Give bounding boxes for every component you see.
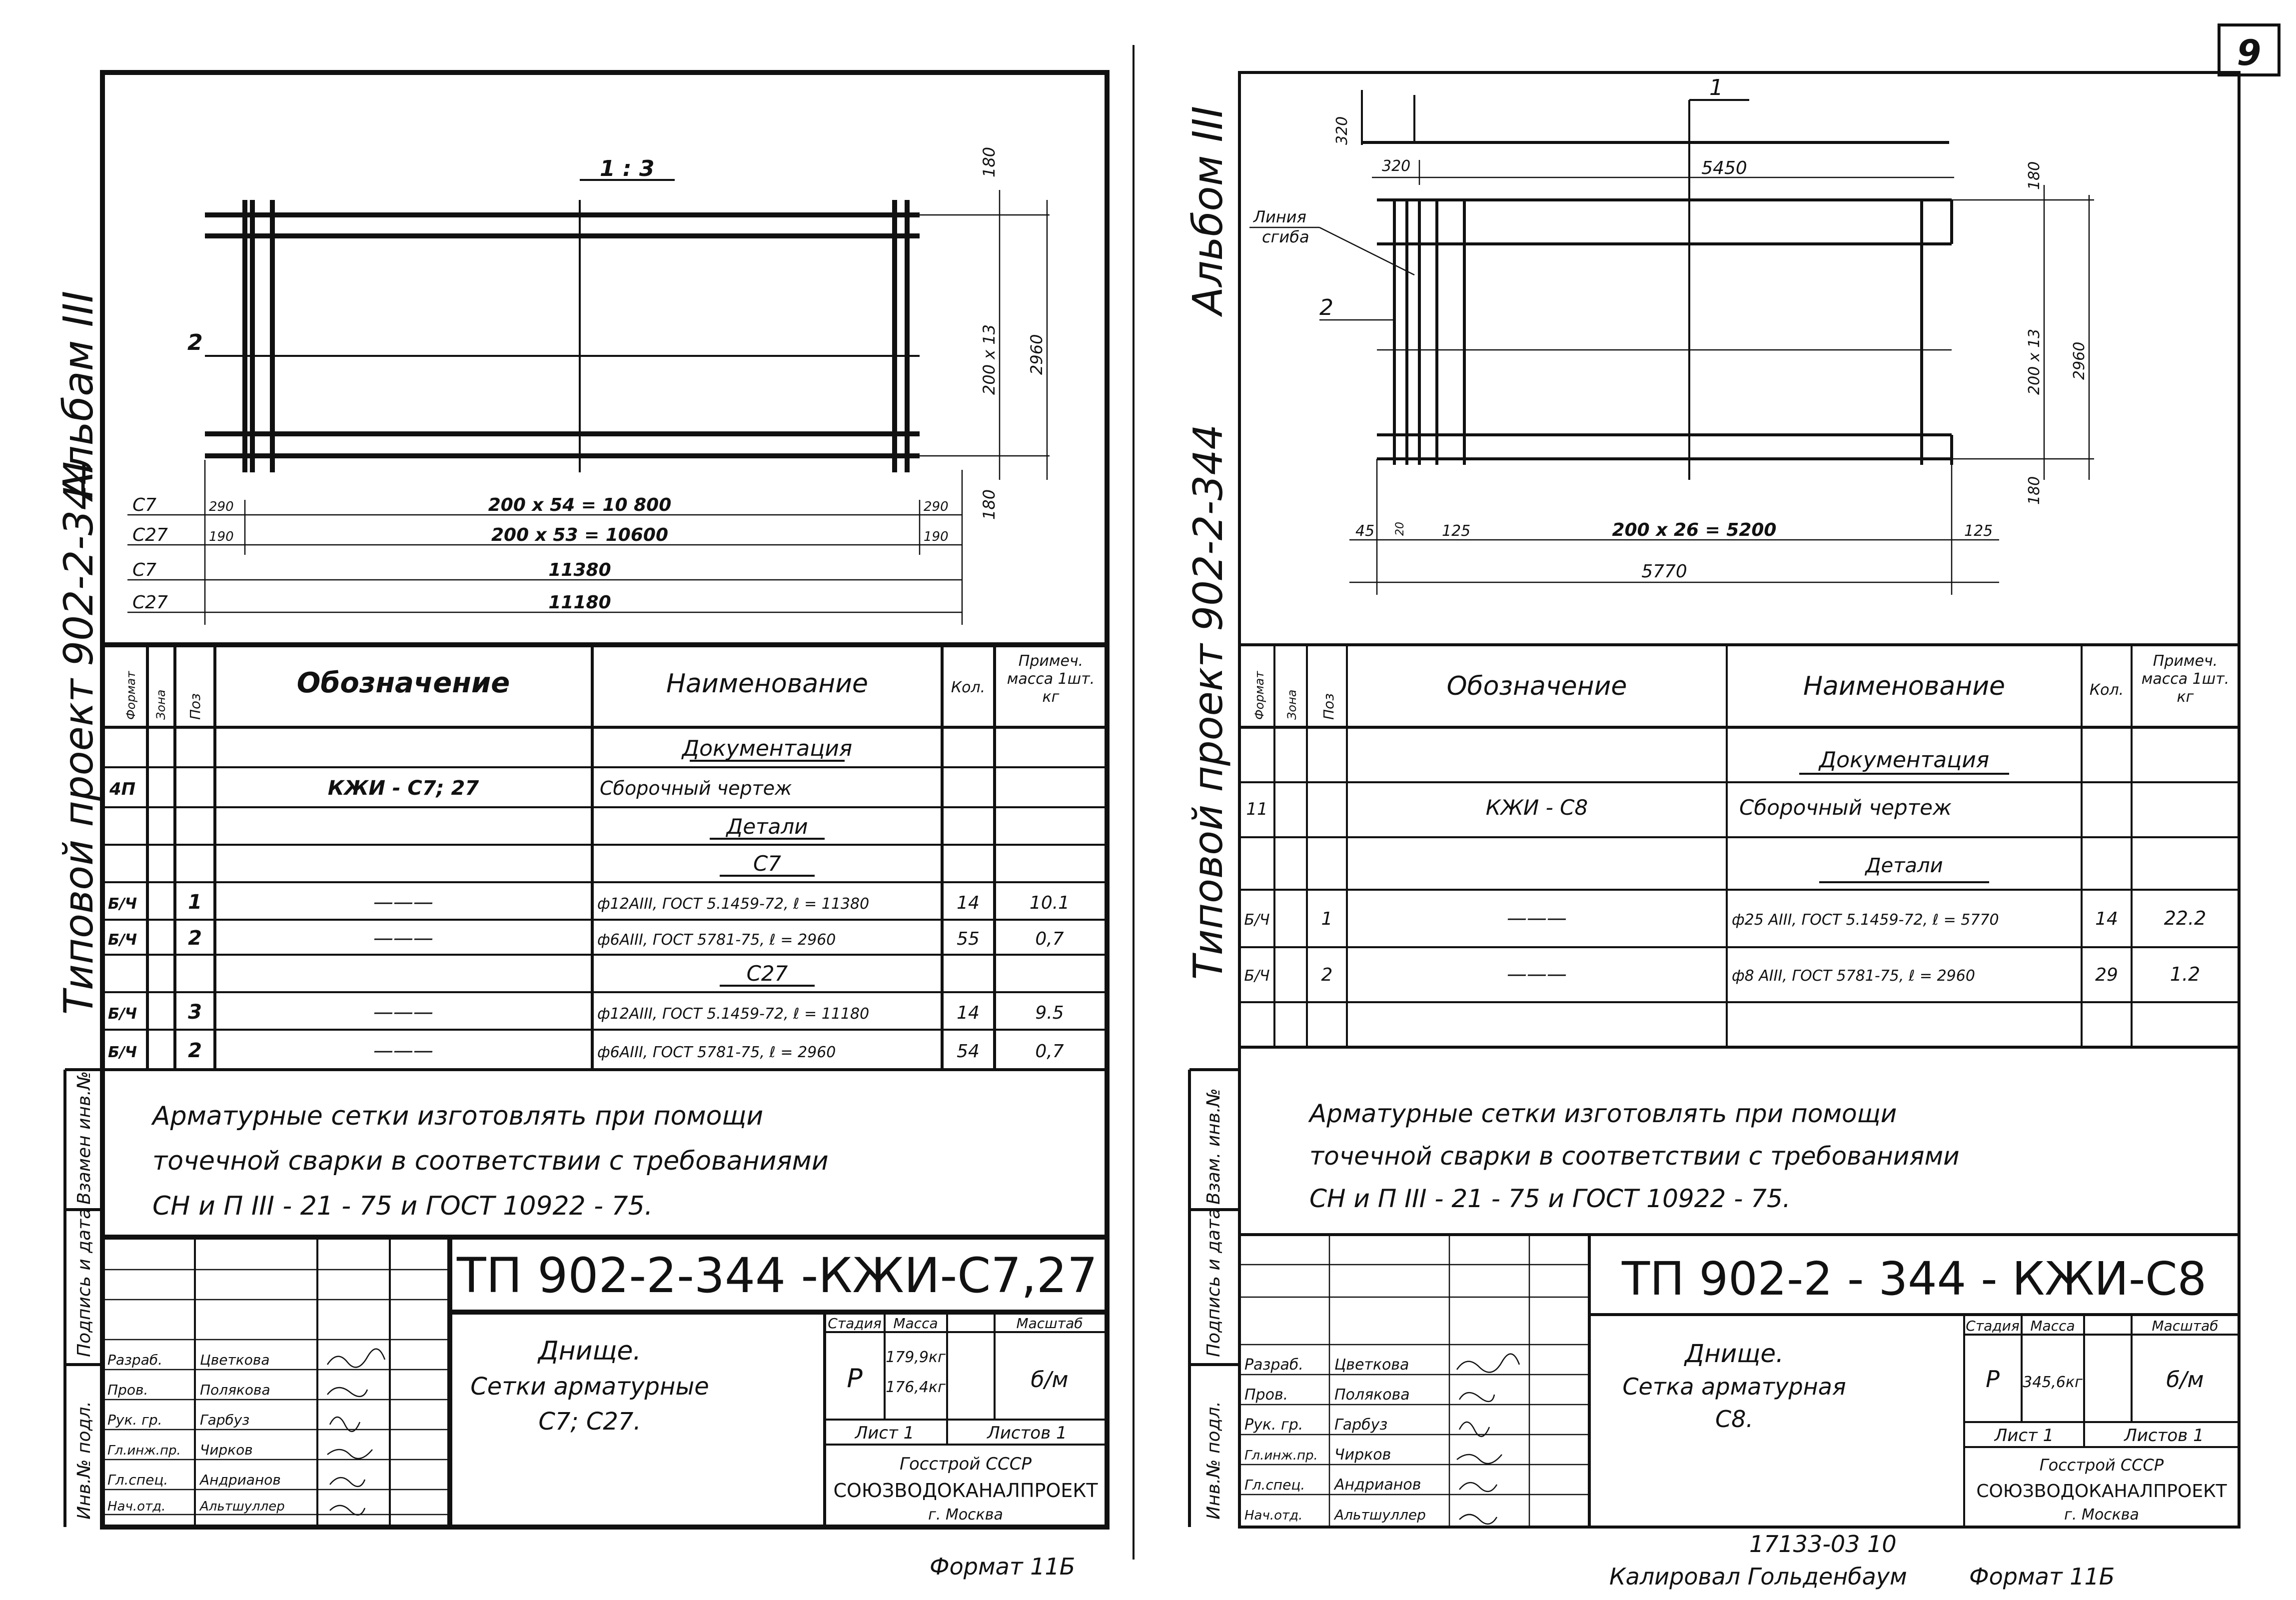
cell-format: Б/Ч	[1244, 911, 1270, 929]
role-label: Гл.инж.пр.	[1244, 1448, 1318, 1463]
header-designation: Обозначение	[296, 667, 510, 699]
cell-name: ф8 АIII, ГОСТ 5781-75, ℓ = 2960	[1732, 967, 1975, 985]
copied-by: Калировал Гольденбаум	[1609, 1563, 1907, 1590]
header-format: Формат	[1252, 671, 1266, 720]
header-qty: Кол.	[2089, 681, 2124, 699]
section-label: Документация	[682, 736, 853, 761]
stage-label: Стадия	[828, 1315, 882, 1332]
signature-mark	[1457, 1455, 1502, 1464]
cell-pos: 2	[188, 927, 202, 950]
note-line-2: точечной сварки в соответствии с требованиями	[1309, 1142, 1960, 1171]
org-ministry: Госстрой СССР	[2039, 1456, 2164, 1475]
role-name: Альтшуллер	[1334, 1507, 1426, 1523]
cell-name: ф6АIII, ГОСТ 5781-75, ℓ = 2960	[597, 931, 836, 949]
org-city: г. Москва	[2064, 1506, 2139, 1524]
cell-qty: 14	[2095, 909, 2118, 929]
signature-mark	[327, 1450, 372, 1459]
dim-row-end-right: 190	[924, 529, 949, 544]
dim-top: 180	[2026, 161, 2043, 190]
scale-value: б/м	[2166, 1367, 2204, 1393]
role-name: Чирков	[200, 1442, 253, 1458]
org-ministry: Госстрой СССР	[900, 1454, 1032, 1474]
role-label: Гл.спец.	[1244, 1477, 1305, 1493]
mass-value: 345,6кг	[2023, 1374, 2083, 1391]
header-zone: Зона	[154, 689, 168, 720]
header-note: Примеч. масса 1шт. кг	[1007, 652, 1095, 706]
header-format: Формат	[124, 671, 138, 720]
cell-qty: 14	[957, 1003, 980, 1023]
cell-format: Б/Ч	[107, 1005, 137, 1023]
cell-designation: ———	[373, 927, 433, 950]
section-mark: 1	[1709, 75, 1723, 100]
left-album-label: Альбам III	[55, 290, 102, 500]
right-spec-table	[1239, 645, 2239, 1047]
cell-name: ф12АIII, ГОСТ 5.1459-72, ℓ = 11180	[597, 1005, 870, 1023]
left-title-block	[102, 1237, 1107, 1527]
stage-label: Стадия	[1966, 1318, 2020, 1334]
right-stamp-signature: Подпись и дата	[1203, 1208, 1224, 1357]
role-name: Гарбуз	[200, 1412, 250, 1428]
dim-125-right: 125	[1964, 522, 1993, 540]
dim-row-name: С27	[132, 592, 168, 613]
signature-mark	[1459, 1515, 1497, 1524]
note-line-1: Арматурные сетки изготовлять при помощи	[1309, 1099, 1897, 1128]
role-name: Полякова	[200, 1382, 270, 1398]
cell-designation: ———	[373, 891, 433, 914]
role-label: Гл.спец.	[107, 1472, 168, 1488]
cell-format: Б/Ч	[107, 931, 137, 949]
dim-mid: 200 x 13	[980, 324, 999, 395]
dim-row-name: С7	[132, 560, 157, 580]
dim-row-span: 200 x 53 = 10600	[491, 525, 669, 545]
org-name: СОЮЗВОДОКАНАЛПРОЕКТ	[1976, 1481, 2227, 1502]
cell-name: ф25 АIII, ГОСТ 5.1459-72, ℓ = 5770	[1732, 911, 1999, 929]
dim-bottom: 180	[980, 489, 999, 520]
dim-row-span: 11180	[548, 592, 611, 613]
header-zone: Зона	[1285, 689, 1299, 720]
right-sheet	[1184, 72, 2239, 1590]
cell-note: 10.1	[1029, 893, 1070, 913]
role-name: Альтшуллер	[200, 1499, 285, 1514]
dim-row-span: 11380	[548, 560, 611, 580]
cell-designation: КЖИ - С7; 27	[327, 777, 479, 800]
section-label: Детали	[1865, 854, 1943, 877]
scale-value: б/м	[1031, 1367, 1069, 1393]
signature-mark	[330, 1478, 365, 1487]
signature-mark	[1457, 1354, 1519, 1373]
dim-row-span: 200 x 54 = 10 800	[488, 495, 672, 515]
role-name: Полякова	[1334, 1386, 1410, 1404]
section-label: Документация	[1819, 747, 1990, 773]
role-label: Пров.	[1244, 1386, 1288, 1404]
stage-value: Р	[847, 1364, 863, 1394]
dim-5450: 5450	[1701, 158, 1747, 178]
role-name: Цветкова	[200, 1352, 270, 1368]
cell-pos: 2	[1321, 965, 1333, 985]
role-label: Нач.отд.	[107, 1499, 166, 1514]
section-label: Детали	[726, 814, 808, 839]
cell-designation: ———	[1507, 907, 1567, 930]
dim-320-v: 320	[1333, 116, 1351, 145]
cell-note: 0,7	[1035, 1041, 1064, 1062]
dim-20: 20	[1394, 522, 1406, 536]
dim-row-name: С27	[132, 525, 168, 545]
cell-pos: 1	[1321, 909, 1333, 929]
format-label: Формат 11Б	[1969, 1563, 2115, 1590]
signature-mark	[1459, 1483, 1497, 1492]
scale-label: Масштаб	[2152, 1318, 2219, 1334]
cell-pos: 3	[188, 1001, 202, 1024]
dim-row-end-right: 290	[924, 499, 949, 514]
role-name: Чирков	[1334, 1446, 1391, 1464]
dim-5770: 5770	[1641, 561, 1687, 582]
cell-note: 0,7	[1035, 929, 1064, 949]
left-sheet	[55, 72, 1107, 1580]
role-label: Рук. гр.	[1244, 1416, 1303, 1434]
cell-qty: 29	[2095, 965, 2118, 985]
position-mark: 2	[1319, 295, 1333, 320]
left-stamp-signature: Подпись и дата	[74, 1208, 94, 1357]
dim-320-h: 320	[1382, 157, 1411, 175]
cell-format: 11	[1246, 799, 1268, 819]
title-line-3: С8.	[1715, 1406, 1754, 1433]
title-line-3: С7; С27.	[538, 1408, 641, 1436]
role-label: Нач.отд.	[1244, 1508, 1303, 1523]
stage-value: Р	[1986, 1366, 2000, 1393]
scale-label: Масштаб	[1016, 1315, 1083, 1332]
dim-row-end-left: 190	[209, 529, 234, 544]
archive-code: 17133-03 10	[1749, 1531, 1897, 1558]
left-stamp-replaced: Взамен инв.№	[74, 1071, 94, 1205]
left-project-label: Типовой проект 902-2-344	[55, 459, 102, 1015]
cell-format: Б/Ч	[107, 1044, 137, 1061]
dim-total: 2960	[2071, 341, 2088, 380]
signature-mark	[330, 1506, 365, 1515]
sheet-label: Лист 1	[855, 1423, 915, 1443]
title-line-1: Днище.	[538, 1336, 641, 1366]
cell-designation: ———	[1507, 963, 1567, 986]
cell-format: Б/Ч	[107, 895, 137, 913]
cell-designation: КЖИ - С8	[1485, 795, 1588, 820]
drawing-code: ТП 902-2 - 344 - КЖИ-С8	[1621, 1252, 2207, 1306]
role-label: Гл.инж.пр.	[107, 1443, 181, 1458]
note-line-1: Арматурные сетки изготовлять при помощи	[152, 1101, 764, 1131]
role-name: Андрианов	[1334, 1476, 1421, 1494]
cell-designation: ———	[373, 1001, 433, 1024]
mass-label: Масса	[2030, 1318, 2075, 1334]
weld-leader	[1319, 227, 1414, 275]
cell-format: 4П	[109, 779, 136, 799]
right-stamp-replaced: Взам. инв.№	[1203, 1088, 1224, 1205]
header-pos: Поз	[187, 693, 203, 720]
left-spec-table	[102, 645, 1107, 1070]
dim-45: 45	[1355, 522, 1375, 540]
right-title-block	[1239, 1235, 2239, 1527]
signature-mark	[1459, 1393, 1494, 1402]
dim-row-end-left: 290	[209, 499, 234, 514]
role-label: Рук. гр.	[107, 1412, 162, 1428]
role-name: Гарбуз	[1334, 1416, 1388, 1434]
dim-row-name: С7	[132, 495, 157, 515]
right-mesh-plan	[1249, 75, 2094, 595]
title-line-1: Днище.	[1685, 1339, 1784, 1368]
page-number: 9	[2237, 32, 2262, 73]
cell-designation: ———	[373, 1039, 433, 1062]
title-line-2: Сетки арматурные	[470, 1373, 709, 1401]
cell-name: Сборочный чертеж	[600, 777, 792, 799]
header-note: Примеч. масса 1шт. кг	[2141, 652, 2230, 706]
sheets-label: Листов 1	[2124, 1426, 2204, 1446]
right-project-label: Типовой проект 902-2-344	[1185, 424, 1231, 980]
sheet-label: Лист 1	[1994, 1426, 2054, 1446]
dim-mid: 200 x 13	[2026, 328, 2043, 395]
org-name: СОЮЗВОДОКАНАЛПРОЕКТ	[833, 1480, 1098, 1502]
header-name: Наименование	[666, 669, 869, 699]
note-line-3: СН и П III - 21 - 75 и ГОСТ 10922 - 75.	[1309, 1184, 1791, 1213]
cell-note: 1.2	[2170, 963, 2201, 985]
note-line-2: точечной сварки в соответствии с требованиями	[152, 1146, 829, 1176]
org-city: г. Москва	[928, 1506, 1003, 1524]
dim-total: 2960	[1027, 334, 1046, 375]
section-label: С7	[753, 851, 782, 876]
dim-bottom: 180	[2026, 476, 2043, 505]
role-label: Разраб.	[107, 1352, 163, 1368]
cell-format: Б/Ч	[1244, 967, 1270, 985]
drawing-code: ТП 902-2-344 -КЖИ-С7,27	[456, 1248, 1098, 1304]
mass-value: 179,9кг	[886, 1349, 946, 1366]
note-line-3: СН и П III - 21 - 75 и ГОСТ 10922 - 75.	[152, 1191, 653, 1221]
header-name: Наименование	[1803, 671, 2006, 701]
dim-span: 200 x 26 = 5200	[1612, 520, 1777, 540]
role-label: Разраб.	[1244, 1356, 1303, 1374]
role-name: Андрианов	[200, 1472, 281, 1488]
weld-label-1: Линия	[1253, 207, 1306, 226]
left-stamp-inventory: Инв.№ подл.	[74, 1401, 94, 1520]
header-pos: Поз	[1320, 693, 1337, 720]
section-label: С27	[746, 961, 788, 986]
dim-top: 180	[980, 146, 999, 177]
position-mark: 2	[187, 330, 203, 355]
sheets-label: Листов 1	[987, 1423, 1067, 1443]
signature-mark	[327, 1388, 367, 1397]
role-label: Пров.	[107, 1382, 148, 1398]
cell-name: ф12АIII, ГОСТ 5.1459-72, ℓ = 11380	[597, 895, 870, 913]
right-stamp-inventory: Инв.№ подл.	[1203, 1401, 1224, 1520]
title-line-2: Сетка арматурная	[1622, 1373, 1846, 1400]
cell-qty: 14	[957, 893, 980, 913]
cell-note: 9.5	[1035, 1003, 1064, 1023]
cell-name: Сборочный чертеж	[1739, 795, 1952, 820]
format-label: Формат 11Б	[930, 1553, 1076, 1580]
section-mark: 1 : 3	[600, 156, 655, 181]
cell-name: ф6АIII, ГОСТ 5781-75, ℓ = 2960	[597, 1044, 836, 1061]
cell-note: 22.2	[2164, 907, 2207, 929]
cell-qty: 54	[957, 1041, 980, 1062]
header-qty: Кол.	[951, 679, 986, 696]
left-mesh-plan	[127, 147, 1050, 625]
mass-label: Масса	[893, 1315, 938, 1332]
cell-pos: 2	[188, 1039, 202, 1062]
signature-mark	[327, 1349, 385, 1368]
mass-value: 176,4кг	[886, 1379, 946, 1396]
header-designation: Обозначение	[1446, 671, 1627, 701]
weld-label-2: сгиба	[1262, 227, 1309, 246]
right-album-label: Альбом III	[1184, 105, 1232, 315]
role-name: Цветкова	[1334, 1356, 1409, 1374]
dim-125-left: 125	[1442, 522, 1471, 540]
cell-pos: 1	[188, 891, 202, 914]
cell-qty: 55	[957, 929, 980, 949]
